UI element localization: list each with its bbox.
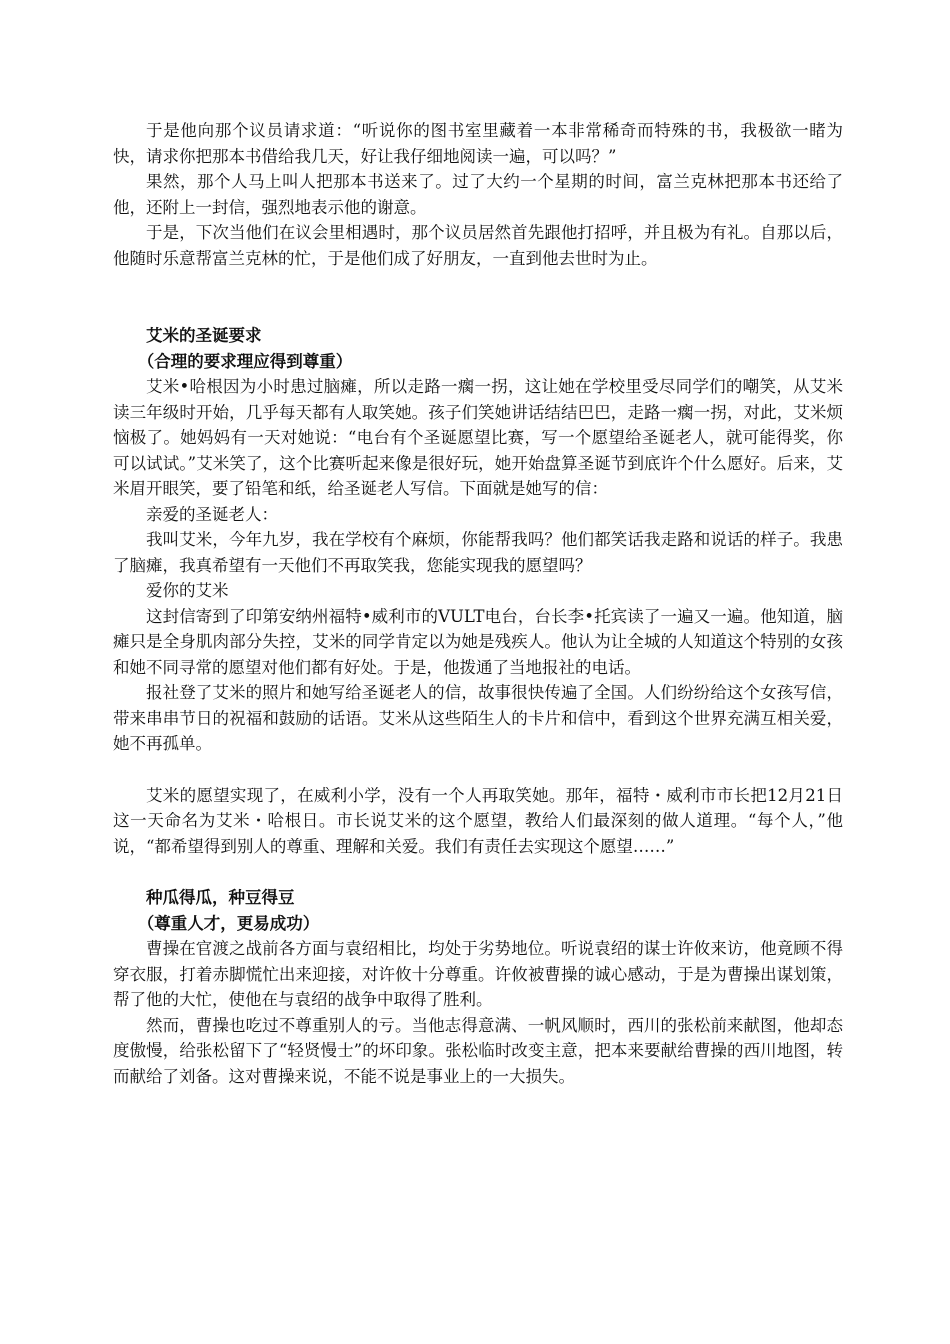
intro-paragraph-3: 于是，下次当他们在议会里相遇时，那个议员居然首先跟他打招呼，并且极为有礼。自那以后，他随时乐意帮富兰克林的忙，于是他们成了好朋友，一直到他去世时为止。 bbox=[113, 223, 843, 268]
story1-paragraph-4: 艾米的愿望实现了，在威利小学，没有一个人再取笑她。那年，福特・威利市市长把12月21日这一天命名为艾米・哈根日。市长说艾米的这个愿望，教给人们最深刻的做人道理。“每个人，”他说，“都希望得到别人的尊重、理解和关爱。我们有责任去实现这个愿望……” bbox=[113, 785, 843, 856]
story1-paragraph-2: 这封信寄到了印第安纳州福特•威利市的VULT电台，台长李•托宾读了一遍又一遍。他知道，脑瘫只是全身肌肉部分失控，艾米的同学肯定以为她是残疾人。他认为让全城的人知道这个特别的女孩和她不同寻常的愿望对他们都有好处。于是，他拨通了当地报社的电话。 bbox=[113, 606, 843, 677]
intro-paragraph-2: 果然，那个人马上叫人把那本书送来了。过了大约一个星期的时间，富兰克林把那本书还给了他，还附上一封信，强烈地表示他的谢意。 bbox=[113, 172, 843, 217]
letter-body: 我叫艾米，今年九岁，我在学校有个麻烦，你能帮我吗？他们都笑话我走路和说话的样子。我患了脑瘫，我真希望有一天他们不再取笑我，您能实现我的愿望吗？ bbox=[113, 530, 843, 575]
letter-signature: 爱你的艾米 bbox=[146, 581, 229, 600]
letter-greeting: 亲爱的圣诞老人： bbox=[146, 504, 278, 524]
story2-subtitle: （尊重人才，更易成功） bbox=[137, 913, 320, 933]
story1-title: 艾米的圣诞要求 bbox=[146, 326, 262, 345]
intro-paragraph-1: 于是他向那个议员请求道：“听说你的图书室里藏着一本非常稀奇而特殊的书，我极欲一睹为快，请求你把那本书借给我几天，好让我仔细地阅读一遍，可以吗？” bbox=[113, 121, 843, 166]
story1-paragraph-3: 报社登了艾米的照片和她写给圣诞老人的信，故事很快传遍了全国。人们纷纷给这个女孩写信，带来串串节日的祝福和鼓励的话语。艾米从这些陌生人的卡片和信中，看到这个世界充满互相关爱，她不再孤单。 bbox=[113, 683, 843, 753]
story2-paragraph-1: 曹操在官渡之战前各方面与袁绍相比，均处于劣势地位。听说袁绍的谋士许攸来访，他竟顾不得穿衣服，打着赤脚慌忙出来迎接，对许攸十分尊重。许攸被曹操的诚心感动，于是为曹操出谋划策，帮了他的大忙，使他在与袁绍的战争中取得了胜利。 bbox=[113, 939, 843, 1009]
story1-subtitle: （合理的要求理应得到尊重） bbox=[137, 351, 353, 371]
story2-paragraph-2: 然而，曹操也吃过不尊重别人的亏。当他志得意满、一帆风顺时，西川的张松前来献图，他却态度傲慢，给张松留下了“轻贤慢士”的坏印象。张松临时改变主意，把本来要献给曹操的西川地图，转而献给了刘备。这对曹操来说，不能不说是事业上的一大损失。 bbox=[113, 1015, 843, 1086]
story2-title: 种瓜得瓜，种豆得豆 bbox=[146, 888, 295, 907]
document-page bbox=[113, 118, 843, 1089]
story1-paragraph-1: 艾米•哈根因为小时患过脑瘫，所以走路一瘸一拐，这让她在学校里受尽同学们的嘲笑，从艾米读三年级时开始，几乎每天都有人取笑她。孩子们笑她讲话结结巴巴，走路一瘸一拐，对此，艾米烦恼极了。她妈妈有一天对她说：“电台有个圣诞愿望比赛，写一个愿望给圣诞老人，就可能得奖，你可以试试。”艾米笑了，这个比赛听起来像是很好玩，她开始盘算圣诞节到底许个什么愿好。后来，艾米眉开眼笑，要了铅笔和纸，给圣诞老人写信。下面就是她写的信： bbox=[113, 377, 843, 498]
